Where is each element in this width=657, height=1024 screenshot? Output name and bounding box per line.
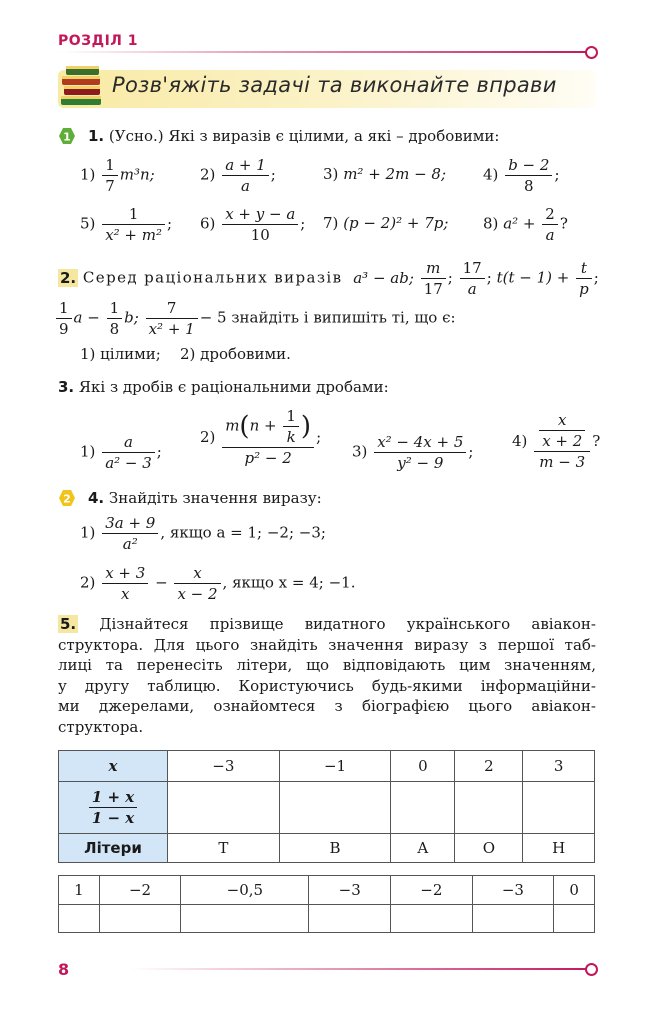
table-row [59,876,595,905]
task-5-paragraph: 5. Дізнайтеся прізвище видатного українського авіакон- структора. Для цього знайдіть значення виразу з першої таб- лиці та перенесіть літери, що відповідають цим значенням, у другу таблицю. Користуючись будь-якими інформаційни- ми джерелами, ознайомтеся з біографією цього авіакон- структора. [58,615,596,736]
expression-header: $\frac{1 + x}{1 - x}$ [59,782,168,834]
task-4-number: 4. [88,489,105,507]
answer-cell[interactable] [168,782,280,834]
table-row [59,834,595,863]
task-1-item-1: 1) $\frac{1}{7}$ m³n; [80,156,155,195]
value-cell: −0,5 [181,876,309,905]
task-4-item-1: 1) $\frac{3a + 9}{\text{a²}}$ , якщо a = 1; −2; −3; [80,514,326,553]
answer-cell[interactable] [523,782,595,834]
task-1-item-4: 4) $\frac{b - 2}{8}$ ; [483,156,560,195]
x-value: 3 [523,751,595,782]
level-1-badge-icon [58,127,76,145]
page-number: 8 [58,960,70,979]
task-3-item-2: 2) m(n + $\frac{1}{k}$ ) p² − 2 ; [200,407,322,467]
task-1-item-2: 2) $\frac{a + 1}{a}$ ; [200,156,276,195]
task-4-statement: 4. Знайдіть значення виразу: [88,489,322,507]
x-header: x [59,751,168,782]
task-1-item-5: 5) $\frac{1}{\text{x² + m²}}$ ; [80,205,173,244]
table-row [59,751,595,782]
values-table [58,750,595,863]
task-1-item-7: 7) (p − 2)² + 7p; [323,214,449,232]
books-icon [57,60,105,110]
section-label: РОЗДІЛ 1 [58,33,139,49]
letter-cell: Н [523,834,595,863]
task-3-item-4: 4) $\frac{\frac{x}{x + 2}}{m - 3}$ ? [512,411,601,471]
value-cell: 0 [554,876,595,905]
x-value: −3 [168,751,280,782]
level-2-badge-icon [58,489,76,507]
letter-answer-cell[interactable] [391,905,473,933]
task-2-options: 1) цілими; 2) дробовими. [80,345,291,363]
x-value: 2 [455,751,523,782]
x-value: −1 [279,751,391,782]
task-1-item-6: 6) $\frac{x + y - a}{10}$ ; [200,205,306,244]
value-cell: 1 [59,876,100,905]
answer-cell[interactable] [455,782,523,834]
task-5-number: 5. [60,615,77,633]
task-3-item-3: 3) $\frac{\text{x² − 4x + 5}}{\text{y² − 9}}$ ; [352,433,474,472]
task-3-item-1: 1) $\frac{a}{\text{a² − 3}}$ ; [80,433,162,472]
letter-answer-cell[interactable] [309,905,391,933]
value-cell: −2 [99,876,181,905]
task-4-item-2: 2) $\frac{x + 3}{x}$ − $\frac{x}{x - 2}$ , якщо x = 4; −1. [80,564,356,603]
svg-text:1: 1 [63,130,71,144]
svg-text:2: 2 [63,492,71,506]
table-row [59,782,595,834]
answer-table [58,875,595,933]
task-3-number: 3. [58,378,75,396]
header-rule-end [585,46,598,59]
task-2-number: 2. [60,268,77,287]
task-1-text: (Усно.) Які з виразів є цілими, а які – дробовими: [108,127,500,145]
task-2-statement: 2. Серед раціональних виразів a³ − ab; $\frac{m}{17}$ ; $\frac{17}{a}$ ; t(t − 1) + $\frac{t}{p}$ ; [60,259,599,298]
letter-answer-cell[interactable] [99,905,181,933]
answer-cell[interactable] [391,782,455,834]
footer-rule [130,968,590,970]
footer-rule-end [585,963,598,976]
x-value: 0 [391,751,455,782]
letter-cell: Т [168,834,280,863]
letter-cell: О [455,834,523,863]
value-cell: −3 [309,876,391,905]
task-3-statement: 3. Які з дробів є раціональними дробами: [58,378,389,396]
task-2-statement-cont: $\frac{1}{9}$ a − $\frac{1}{8}$ b; $\frac{7}{\text{x² + 1}}$ − 5 знайдіть і випишіть ті, що є: [54,298,456,339]
task-1-item-8: 8) a² + $\frac{2}{a}$ ? [483,205,568,244]
letter-answer-cell[interactable] [554,905,595,933]
task-1-statement [88,127,499,145]
task-1-number: 1. [88,127,105,145]
table-row [59,905,595,933]
value-cell: −2 [391,876,473,905]
letter-cell: В [279,834,391,863]
answer-cell[interactable] [279,782,391,834]
letter-answer-cell[interactable] [59,905,100,933]
header-rule [58,51,593,53]
letter-answer-cell[interactable] [472,905,554,933]
banner-title: Розв'яжіть задачі та виконайте вправи [112,73,557,97]
letters-header: Літери [59,834,168,863]
task-1-item-3: 3) m² + 2m − 8; [323,165,446,183]
letter-cell: А [391,834,455,863]
value-cell: −3 [472,876,554,905]
letter-answer-cell[interactable] [181,905,309,933]
